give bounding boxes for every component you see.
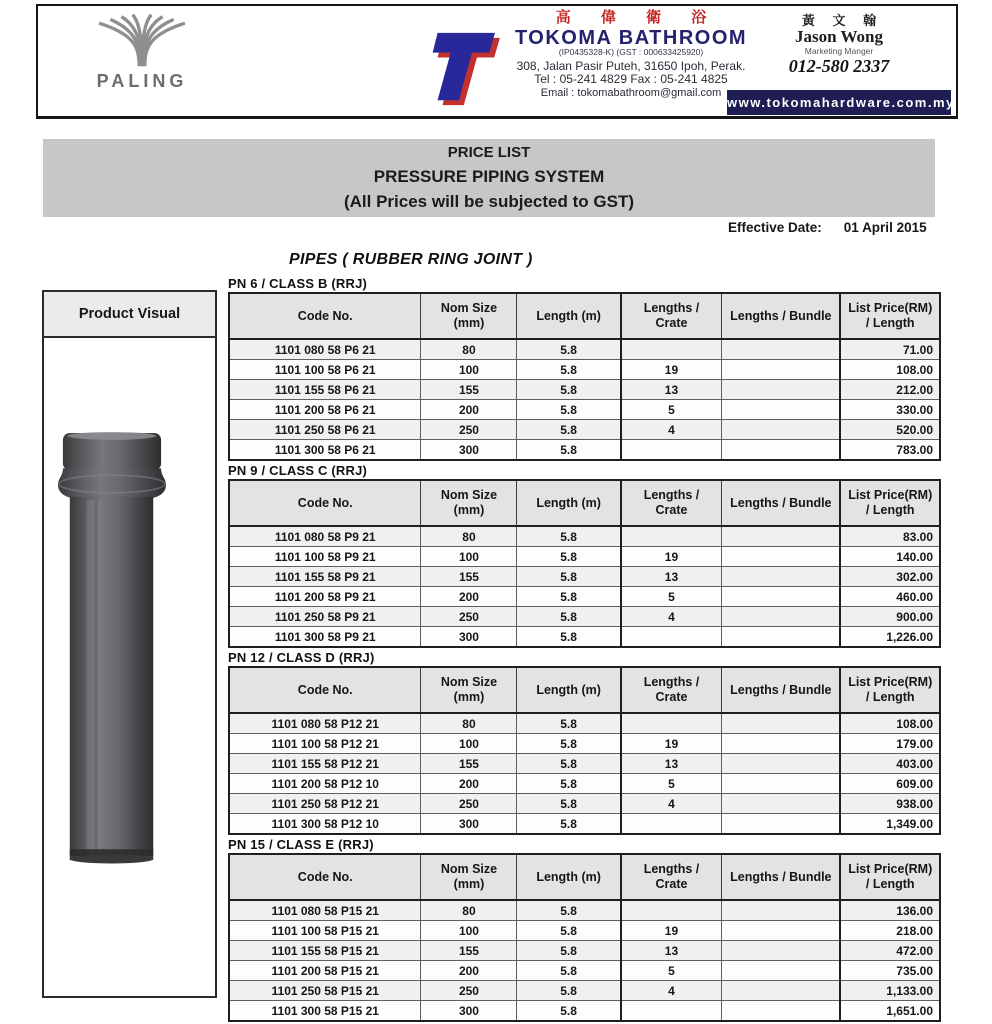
nom-size-cell: 250 [421, 794, 517, 814]
nom-size-cell: 200 [421, 961, 517, 981]
table-row [229, 774, 940, 794]
nom-size-cell: 250 [421, 607, 517, 627]
nom-size-cell: 155 [421, 380, 517, 400]
lengths-bundle-cell [722, 547, 841, 567]
lengths-crate-cell: 5 [621, 774, 722, 794]
company-name: TOKOMA BATHROOM [514, 26, 748, 49]
list-price-cell: 938.00 [840, 794, 940, 814]
list-price-cell: 1,226.00 [840, 627, 940, 648]
length-cell: 5.8 [517, 400, 621, 420]
lengths-crate-cell: 4 [621, 794, 722, 814]
table-row [229, 567, 940, 587]
nom-size-cell: 250 [421, 981, 517, 1001]
title-line-2: PRESSURE PIPING SYSTEM [373, 166, 605, 186]
column-header: Nom Size (mm) [421, 293, 517, 339]
lengths-bundle-cell [722, 713, 841, 734]
code-no-cell: 1101 100 58 P9 21 [229, 547, 421, 567]
lengths-bundle-cell [722, 941, 841, 961]
list-price-cell: 108.00 [840, 360, 940, 380]
code-no-cell: 1101 080 58 P15 21 [229, 900, 421, 921]
table-row [229, 547, 940, 567]
column-header: Nom Size (mm) [421, 854, 517, 900]
table-row [229, 440, 940, 461]
nom-size-cell: 300 [421, 1001, 517, 1022]
contact-block [754, 14, 924, 77]
code-no-cell: 1101 200 58 P9 21 [229, 587, 421, 607]
nom-size-cell: 100 [421, 360, 517, 380]
column-header: Nom Size (mm) [421, 667, 517, 713]
table-row [229, 814, 940, 835]
column-header: Lengths / Bundle [722, 854, 841, 900]
company-chinese-name: 高 偉 衛 浴 [555, 9, 720, 26]
code-no-cell: 1101 080 58 P12 21 [229, 713, 421, 734]
lengths-bundle-cell [722, 981, 841, 1001]
contact-job-title: Marketing Manger [804, 45, 874, 56]
lengths-crate-cell: 13 [621, 754, 722, 774]
table-row [229, 627, 940, 648]
list-price-cell: 302.00 [840, 567, 940, 587]
nom-size-cell: 300 [421, 440, 517, 461]
table-row [229, 360, 940, 380]
list-price-cell: 1,133.00 [840, 981, 940, 1001]
list-price-cell: 460.00 [840, 587, 940, 607]
column-header: Lengths / Bundle [722, 480, 841, 526]
effective-date-value: 01 April 2015 [843, 220, 927, 235]
letterhead [36, 4, 958, 119]
code-no-cell: 1101 300 58 P6 21 [229, 440, 421, 461]
table-row [229, 400, 940, 420]
lengths-crate-cell: 19 [621, 921, 722, 941]
lengths-crate-cell: 13 [621, 941, 722, 961]
lengths-crate-cell: 13 [621, 567, 722, 587]
column-header: Length (m) [517, 667, 621, 713]
company-tel-fax: Tel : 05-241 4829 Fax : 05-241 4825 [534, 72, 728, 87]
paling-fan-icon [82, 12, 202, 68]
lengths-crate-cell: 4 [621, 420, 722, 440]
list-price-cell: 609.00 [840, 774, 940, 794]
code-no-cell: 1101 250 58 P15 21 [229, 981, 421, 1001]
table-row [229, 941, 940, 961]
list-price-cell: 472.00 [840, 941, 940, 961]
list-price-cell: 136.00 [840, 900, 940, 921]
contact-chinese-name: 黃 文 翰 [801, 13, 884, 28]
list-price-cell: 330.00 [840, 400, 940, 420]
code-no-cell: 1101 100 58 P12 21 [229, 734, 421, 754]
nom-size-cell: 80 [421, 900, 517, 921]
column-header: Lengths / Crate [621, 667, 722, 713]
table-section-title: PN 9 / CLASS C (RRJ) [228, 463, 368, 478]
list-price-cell: 520.00 [840, 420, 940, 440]
lengths-crate-cell: 5 [621, 961, 722, 981]
column-header: Code No. [229, 293, 421, 339]
lengths-bundle-cell [722, 1001, 841, 1022]
lengths-bundle-cell [722, 567, 841, 587]
company-registration: (IP0435328-K) (GST : 000633425920) [558, 47, 704, 58]
length-cell: 5.8 [517, 794, 621, 814]
table-row [229, 734, 940, 754]
lengths-bundle-cell [722, 900, 841, 921]
nom-size-cell: 155 [421, 941, 517, 961]
effective-date-label: Effective Date: [728, 220, 822, 235]
length-cell: 5.8 [517, 339, 621, 360]
table-section-title: PN 6 / CLASS B (RRJ) [228, 276, 368, 291]
code-no-cell: 1101 080 58 P6 21 [229, 339, 421, 360]
code-no-cell: 1101 200 58 P12 10 [229, 774, 421, 794]
list-price-cell: 783.00 [840, 440, 940, 461]
lengths-bundle-cell [722, 794, 841, 814]
column-header: List Price(RM) / Length [840, 667, 940, 713]
nom-size-cell: 300 [421, 814, 517, 835]
code-no-cell: 1101 300 58 P15 21 [229, 1001, 421, 1022]
table-row [229, 754, 940, 774]
column-header: Code No. [229, 667, 421, 713]
table-row [229, 961, 940, 981]
list-price-cell: 212.00 [840, 380, 940, 400]
length-cell: 5.8 [517, 526, 621, 547]
table-row [229, 587, 940, 607]
nom-size-cell: 80 [421, 339, 517, 360]
lengths-crate-cell: 13 [621, 380, 722, 400]
nom-size-cell: 155 [421, 567, 517, 587]
list-price-cell: 108.00 [840, 713, 940, 734]
lengths-crate-cell: 19 [621, 547, 722, 567]
lengths-crate-cell [621, 1001, 722, 1022]
title-line-1: PRICE LIST [447, 144, 531, 162]
list-price-cell: 83.00 [840, 526, 940, 547]
length-cell: 5.8 [517, 900, 621, 921]
document-title-block [43, 139, 935, 217]
lengths-bundle-cell [722, 420, 841, 440]
price-table [228, 479, 941, 648]
lengths-crate-cell: 19 [621, 360, 722, 380]
lengths-crate-cell [621, 900, 722, 921]
length-cell: 5.8 [517, 961, 621, 981]
table-section [228, 276, 941, 461]
column-header: Nom Size (mm) [421, 480, 517, 526]
length-cell: 5.8 [517, 567, 621, 587]
paling-logo [72, 12, 212, 92]
length-cell: 5.8 [517, 420, 621, 440]
lengths-crate-cell [621, 627, 722, 648]
column-header: List Price(RM) / Length [840, 854, 940, 900]
lengths-bundle-cell [722, 380, 841, 400]
website-bar: www.tokomahardware.com.my [727, 90, 951, 115]
code-no-cell: 1101 080 58 P9 21 [229, 526, 421, 547]
length-cell: 5.8 [517, 440, 621, 461]
table-row [229, 526, 940, 547]
lengths-bundle-cell [722, 754, 841, 774]
length-cell: 5.8 [517, 587, 621, 607]
lengths-bundle-cell [722, 587, 841, 607]
lengths-bundle-cell [722, 607, 841, 627]
list-price-cell: 900.00 [840, 607, 940, 627]
lengths-bundle-cell [722, 400, 841, 420]
tokoma-t-logo-icon [426, 28, 500, 106]
paling-logo-text: PALING [96, 71, 188, 91]
length-cell: 5.8 [517, 754, 621, 774]
company-email: Email : tokomabathroom@gmail.com [540, 86, 722, 99]
length-cell: 5.8 [517, 627, 621, 648]
price-tables [228, 276, 941, 1024]
column-header: Code No. [229, 480, 421, 526]
lengths-bundle-cell [722, 961, 841, 981]
price-table [228, 666, 941, 835]
table-section-title: PN 15 / CLASS E (RRJ) [228, 837, 374, 852]
table-section [228, 837, 941, 1022]
contact-name: Jason Wong [794, 27, 884, 47]
column-header: Lengths / Bundle [722, 667, 841, 713]
lengths-crate-cell [621, 713, 722, 734]
code-no-cell: 1101 250 58 P6 21 [229, 420, 421, 440]
effective-date [728, 220, 927, 235]
lengths-bundle-cell [722, 814, 841, 835]
list-price-cell: 179.00 [840, 734, 940, 754]
nom-size-cell: 100 [421, 734, 517, 754]
price-table [228, 853, 941, 1022]
table-row [229, 794, 940, 814]
column-header: Length (m) [517, 293, 621, 339]
lengths-bundle-cell [722, 734, 841, 754]
lengths-crate-cell: 4 [621, 607, 722, 627]
lengths-crate-cell: 4 [621, 981, 722, 1001]
nom-size-cell: 200 [421, 587, 517, 607]
code-no-cell: 1101 200 58 P6 21 [229, 400, 421, 420]
list-price-cell: 218.00 [840, 921, 940, 941]
code-no-cell: 1101 100 58 P15 21 [229, 921, 421, 941]
code-no-cell: 1101 100 58 P6 21 [229, 360, 421, 380]
nom-size-cell: 300 [421, 627, 517, 648]
nom-size-cell: 100 [421, 547, 517, 567]
length-cell: 5.8 [517, 380, 621, 400]
lengths-bundle-cell [722, 526, 841, 547]
code-no-cell: 1101 300 58 P12 10 [229, 814, 421, 835]
product-visual-box [42, 290, 217, 998]
nom-size-cell: 200 [421, 774, 517, 794]
column-header: Lengths / Crate [621, 480, 722, 526]
table-row [229, 339, 940, 360]
list-price-cell: 1,651.00 [840, 1001, 940, 1022]
lengths-bundle-cell [722, 440, 841, 461]
lengths-crate-cell: 19 [621, 734, 722, 754]
table-row [229, 713, 940, 734]
lengths-bundle-cell [722, 360, 841, 380]
length-cell: 5.8 [517, 814, 621, 835]
list-price-cell: 140.00 [840, 547, 940, 567]
table-row [229, 981, 940, 1001]
length-cell: 5.8 [517, 921, 621, 941]
nom-size-cell: 155 [421, 754, 517, 774]
table-row [229, 1001, 940, 1022]
length-cell: 5.8 [517, 547, 621, 567]
lengths-crate-cell [621, 440, 722, 461]
title-line-3: (All Prices will be subjected to GST) [343, 191, 634, 211]
code-no-cell: 1101 155 58 P6 21 [229, 380, 421, 400]
code-no-cell: 1101 250 58 P9 21 [229, 607, 421, 627]
code-no-cell: 1101 155 58 P12 21 [229, 754, 421, 774]
lengths-crate-cell [621, 526, 722, 547]
column-header: Lengths / Crate [621, 854, 722, 900]
pipe-product-image [58, 426, 166, 869]
column-header: Length (m) [517, 480, 621, 526]
price-table [228, 292, 941, 461]
table-row [229, 380, 940, 400]
nom-size-cell: 80 [421, 526, 517, 547]
column-header: Lengths / Bundle [722, 293, 841, 339]
column-header: List Price(RM) / Length [840, 293, 940, 339]
length-cell: 5.8 [517, 941, 621, 961]
lengths-bundle-cell [722, 921, 841, 941]
table-row [229, 420, 940, 440]
table-row [229, 900, 940, 921]
lengths-crate-cell: 5 [621, 587, 722, 607]
nom-size-cell: 100 [421, 921, 517, 941]
nom-size-cell: 200 [421, 400, 517, 420]
length-cell: 5.8 [517, 774, 621, 794]
table-section [228, 463, 941, 648]
list-price-cell: 71.00 [840, 339, 940, 360]
lengths-crate-cell [621, 339, 722, 360]
length-cell: 5.8 [517, 1001, 621, 1022]
list-price-cell: 403.00 [840, 754, 940, 774]
length-cell: 5.8 [517, 734, 621, 754]
list-price-cell: 1,349.00 [840, 814, 940, 835]
product-visual-title: Product Visual [44, 292, 215, 338]
company-block [500, 10, 762, 99]
length-cell: 5.8 [517, 981, 621, 1001]
nom-size-cell: 250 [421, 420, 517, 440]
section-heading: PIPES ( RUBBER RING JOINT ) [289, 251, 533, 268]
lengths-crate-cell [621, 814, 722, 835]
code-no-cell: 1101 300 58 P9 21 [229, 627, 421, 648]
code-no-cell: 1101 155 58 P15 21 [229, 941, 421, 961]
length-cell: 5.8 [517, 360, 621, 380]
column-header: Code No. [229, 854, 421, 900]
nom-size-cell: 80 [421, 713, 517, 734]
table-row [229, 921, 940, 941]
column-header: Length (m) [517, 854, 621, 900]
list-price-cell: 735.00 [840, 961, 940, 981]
lengths-bundle-cell [722, 627, 841, 648]
lengths-bundle-cell [722, 774, 841, 794]
column-header: List Price(RM) / Length [840, 480, 940, 526]
table-section-title: PN 12 / CLASS D (RRJ) [228, 650, 375, 665]
code-no-cell: 1101 200 58 P15 21 [229, 961, 421, 981]
table-section [228, 650, 941, 835]
contact-phone: 012-580 2337 [788, 56, 890, 77]
lengths-bundle-cell [722, 339, 841, 360]
code-no-cell: 1101 250 58 P12 21 [229, 794, 421, 814]
length-cell: 5.8 [517, 607, 621, 627]
table-row [229, 607, 940, 627]
column-header: Lengths / Crate [621, 293, 722, 339]
lengths-crate-cell: 5 [621, 400, 722, 420]
company-address: 308, Jalan Pasir Puteh, 31650 Ipoh, Perak. [516, 58, 746, 73]
length-cell: 5.8 [517, 713, 621, 734]
code-no-cell: 1101 155 58 P9 21 [229, 567, 421, 587]
